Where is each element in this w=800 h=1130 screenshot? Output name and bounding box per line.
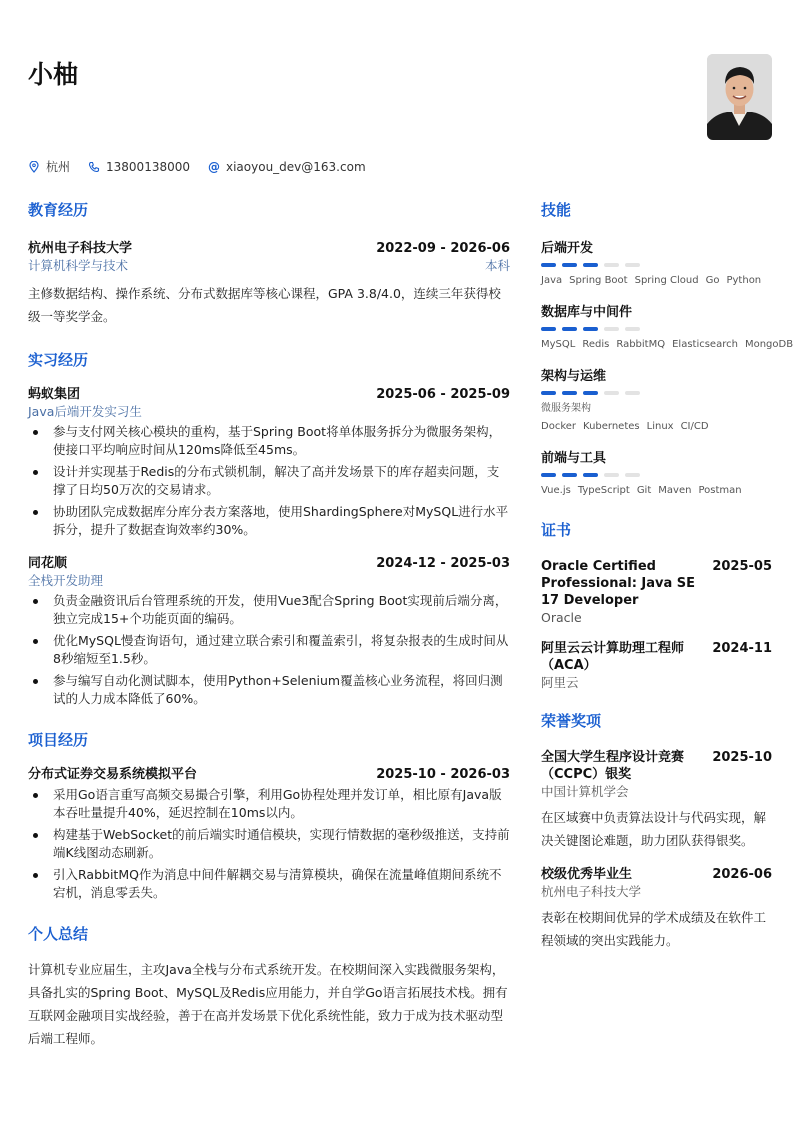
skill-tag: Vue.js — [541, 485, 571, 496]
project-period: 2025-10 - 2026-03 — [376, 767, 510, 782]
job-role — [28, 403, 510, 420]
award-desc: 表彰在校期间优异的学术成绩及在软件工程领域的突出实践能力。 — [541, 910, 767, 948]
award-desc: 在区域赛中负责算法设计与代码实现，解决关键图论难题，助力团队获得银奖。 — [541, 810, 767, 848]
skill-tag: Kubernetes — [583, 421, 640, 432]
skill-level-segment — [541, 473, 556, 477]
skill-level-segment — [604, 327, 619, 331]
bullet-item: 协助团队完成数据库分库分表方案落地，使用ShardingSphere对MySQL进行水平拆分，提升了数据查询效率约30%。 — [28, 503, 510, 539]
contact-bar — [28, 158, 384, 175]
skill-tags — [541, 336, 794, 354]
skill-tag: Java — [541, 275, 563, 286]
cert-head — [541, 640, 772, 674]
skill-level-segment — [562, 327, 577, 331]
cert-org: Oracle — [541, 610, 582, 625]
city-text: 杭州 — [46, 160, 71, 174]
company-name: 同花顺 — [28, 556, 68, 571]
contact-phone — [88, 160, 190, 174]
summary-section — [28, 924, 510, 1050]
cert-org: 阿里云 — [541, 675, 579, 690]
project-name: 分布式证券交易系统模拟平台 — [28, 767, 198, 782]
skill-tag: Go — [705, 275, 720, 286]
skill-level-bar — [541, 473, 772, 477]
job-head — [28, 555, 510, 572]
skill-level-segment — [562, 263, 577, 267]
skill-group-name: 数据库与中间件 — [541, 305, 633, 320]
skill-tags — [541, 482, 772, 500]
award-name: 全国大学生程序设计竞赛（CCPC）银奖 — [541, 750, 685, 782]
skills-list — [541, 240, 794, 500]
skill-level-segment — [583, 391, 598, 395]
skill-tag: RabbitMQ — [616, 339, 666, 350]
award-head — [541, 749, 772, 783]
company-name: 蚂蚁集团 — [28, 387, 81, 402]
bullet-item: 参与编写自动化测试脚本，使用Python+Selenium覆盖核心业务流程，将回归测试的人力成本降低了60%。 — [28, 672, 510, 708]
bullet-item: 优化MySQL慢查询语句，通过建立联合索引和覆盖索引，将复杂报表的生成时间从8秒缩短至1.5秒。 — [28, 632, 510, 668]
award-item — [541, 866, 772, 952]
skill-level-segment — [541, 391, 556, 395]
job-entry — [28, 555, 510, 708]
cert-item — [541, 558, 772, 626]
project-head — [28, 766, 510, 783]
skill-level-segment — [625, 327, 640, 331]
degree: 本科 — [484, 258, 510, 273]
skill-group — [541, 240, 772, 290]
skill-level-segment — [625, 473, 640, 477]
award-head — [541, 866, 772, 883]
awards-section — [541, 711, 772, 952]
skill-tag: Docker — [541, 421, 577, 432]
skill-tags — [541, 400, 772, 436]
award-org: 中国计算机学会 — [541, 784, 629, 799]
section-title-certs: 证书 — [541, 521, 572, 539]
cert-name: 阿里云云计算助理工程师（ACA） — [541, 641, 685, 673]
skill-tag: Postman — [698, 485, 742, 496]
skill-tag: TypeScript — [577, 485, 630, 496]
school-name: 杭州电子科技大学 — [28, 241, 133, 256]
section-title-education: 教育经历 — [28, 201, 89, 219]
award-name: 校级优秀毕业生 — [541, 867, 633, 882]
job-period: 2024-12 - 2025-03 — [376, 556, 510, 571]
award-date: 2025-10 — [712, 750, 772, 765]
skill-tag: Maven — [658, 485, 692, 496]
job-entry — [28, 386, 510, 539]
skill-level-bar — [541, 263, 772, 267]
skill-level-segment — [583, 327, 598, 331]
bullet-item: 引入RabbitMQ作为消息中间件解耦交易与清算模块，确保在流量峰值期间系统不宕机，消息零丢失。 — [28, 866, 510, 902]
cert-name: Oracle Certified Professional: Java SE 17 Developer — [541, 559, 696, 608]
job-role-text: Java后端开发实习生 — [28, 404, 142, 419]
skill-group-name: 前端与工具 — [541, 451, 607, 466]
certs-section — [541, 520, 772, 691]
skill-level-segment — [562, 473, 577, 477]
bullet-item: 参与支付网关核心模块的重构，基于Spring Boot将单体服务拆分为微服务架构，使接口平均响应时间从120ms降低至45ms。 — [28, 423, 510, 459]
skill-tag: Linux — [646, 421, 674, 432]
skill-tag: MongoDB — [744, 339, 794, 350]
award-item — [541, 749, 772, 852]
email-text[interactable]: xiaoyou_dev@163.com — [226, 159, 366, 174]
summary-text: 计算机专业应届生，主攻Java全栈与分布式系统开发。在校期间深入实践微服务架构，具备扎实的Spring Boot、MySQL及Redis应用能力，并自学Go语言拓展技术栈。拥有互联网金融项目实战经验，善于在高并发场景下优化系统性能，致力于成为技术驱动型后端工程师。 — [28, 962, 508, 1046]
education-desc: 主修数据结构、操作系统、分布式数据库等核心课程，GPA 3.8/4.0，连续三年获得校级一等奖学金。 — [28, 286, 501, 324]
skill-group-name: 后端开发 — [541, 241, 594, 256]
education-sub — [28, 257, 510, 274]
skill-level-bar — [541, 391, 772, 395]
job-period: 2025-06 - 2025-09 — [376, 387, 510, 402]
major: 计算机科学与技术 — [28, 258, 129, 273]
skill-level-segment — [583, 473, 598, 477]
section-title-awards: 荣誉奖项 — [541, 712, 602, 730]
at-sign-icon: @ — [208, 159, 220, 174]
phone-text[interactable]: 13800138000 — [106, 159, 190, 174]
skills-section — [541, 200, 794, 500]
skill-tag: Elasticsearch — [672, 339, 738, 350]
skill-level-segment — [625, 263, 640, 267]
skill-level-segment — [604, 473, 619, 477]
skill-group — [541, 368, 772, 436]
skill-tag: Python — [726, 275, 762, 286]
job-role-text: 全栈开发助理 — [28, 573, 104, 588]
skill-tag: 微服务架构 — [541, 403, 591, 414]
project-bullets — [28, 786, 510, 902]
left-column — [28, 200, 510, 1050]
cert-date: 2025-05 — [712, 559, 772, 574]
internship-section — [28, 350, 510, 708]
contact-email — [208, 160, 366, 174]
bullet-item: 设计并实现基于Redis的分布式锁机制，解决了高并发场景下的库存超卖问题，支撑了日均50万次的交易请求。 — [28, 463, 510, 499]
education-head — [28, 240, 510, 257]
bullet-item: 采用Go语言重写高频交易撮合引擎，利用Go协程处理并发订单，相比原有Java版本吞吐量提升40%，延迟控制在10ms以内。 — [28, 786, 510, 822]
skill-tag: Spring Cloud — [634, 275, 699, 286]
skill-group-name: 架构与运维 — [541, 369, 607, 384]
skill-tags — [541, 272, 772, 290]
skill-level-segment — [541, 327, 556, 331]
skill-level-segment — [625, 391, 640, 395]
skill-tag: MySQL — [541, 339, 576, 350]
project-section — [28, 730, 510, 902]
education-period: 2022-09 - 2026-06 — [376, 241, 510, 256]
bullet-item: 负责金融资讯后台管理系统的开发，使用Vue3配合Spring Boot实现前后端分离，独立完成15+个功能页面的编码。 — [28, 592, 510, 628]
skill-tag: Redis — [582, 339, 610, 350]
job-head — [28, 386, 510, 403]
section-title-summary: 个人总结 — [28, 925, 89, 943]
section-title-skills: 技能 — [541, 201, 572, 219]
skill-level-segment — [562, 391, 577, 395]
skill-tag: Spring Boot — [569, 275, 628, 286]
education-section — [28, 200, 510, 328]
skill-level-segment — [604, 263, 619, 267]
job-bullets — [28, 423, 510, 539]
skill-tag: CI/CD — [680, 421, 709, 432]
skill-tag: Git — [636, 485, 652, 496]
section-title-internship: 实习经历 — [28, 351, 89, 369]
resume-name: 小柚 — [28, 60, 79, 89]
right-column — [541, 200, 794, 966]
cert-item — [541, 640, 772, 691]
location-pin-icon — [28, 161, 40, 173]
phone-icon — [88, 161, 100, 173]
job-bullets — [28, 592, 510, 708]
skill-group — [541, 304, 794, 354]
section-title-project: 项目经历 — [28, 731, 89, 749]
skill-level-segment — [583, 263, 598, 267]
skill-level-segment — [604, 391, 619, 395]
profile-photo — [707, 54, 772, 140]
contact-city — [28, 158, 70, 175]
job-role — [28, 572, 510, 589]
skill-level-segment — [541, 263, 556, 267]
skill-level-bar — [541, 327, 772, 331]
award-date: 2026-06 — [712, 867, 772, 882]
cert-head — [541, 558, 772, 609]
cert-date: 2024-11 — [712, 641, 772, 656]
skill-group — [541, 450, 772, 500]
award-org: 杭州电子科技大学 — [541, 884, 642, 899]
bullet-item: 构建基于WebSocket的前后端实时通信模块，实现行情数据的毫秒级推送，支持前端K线图动态刷新。 — [28, 826, 510, 862]
